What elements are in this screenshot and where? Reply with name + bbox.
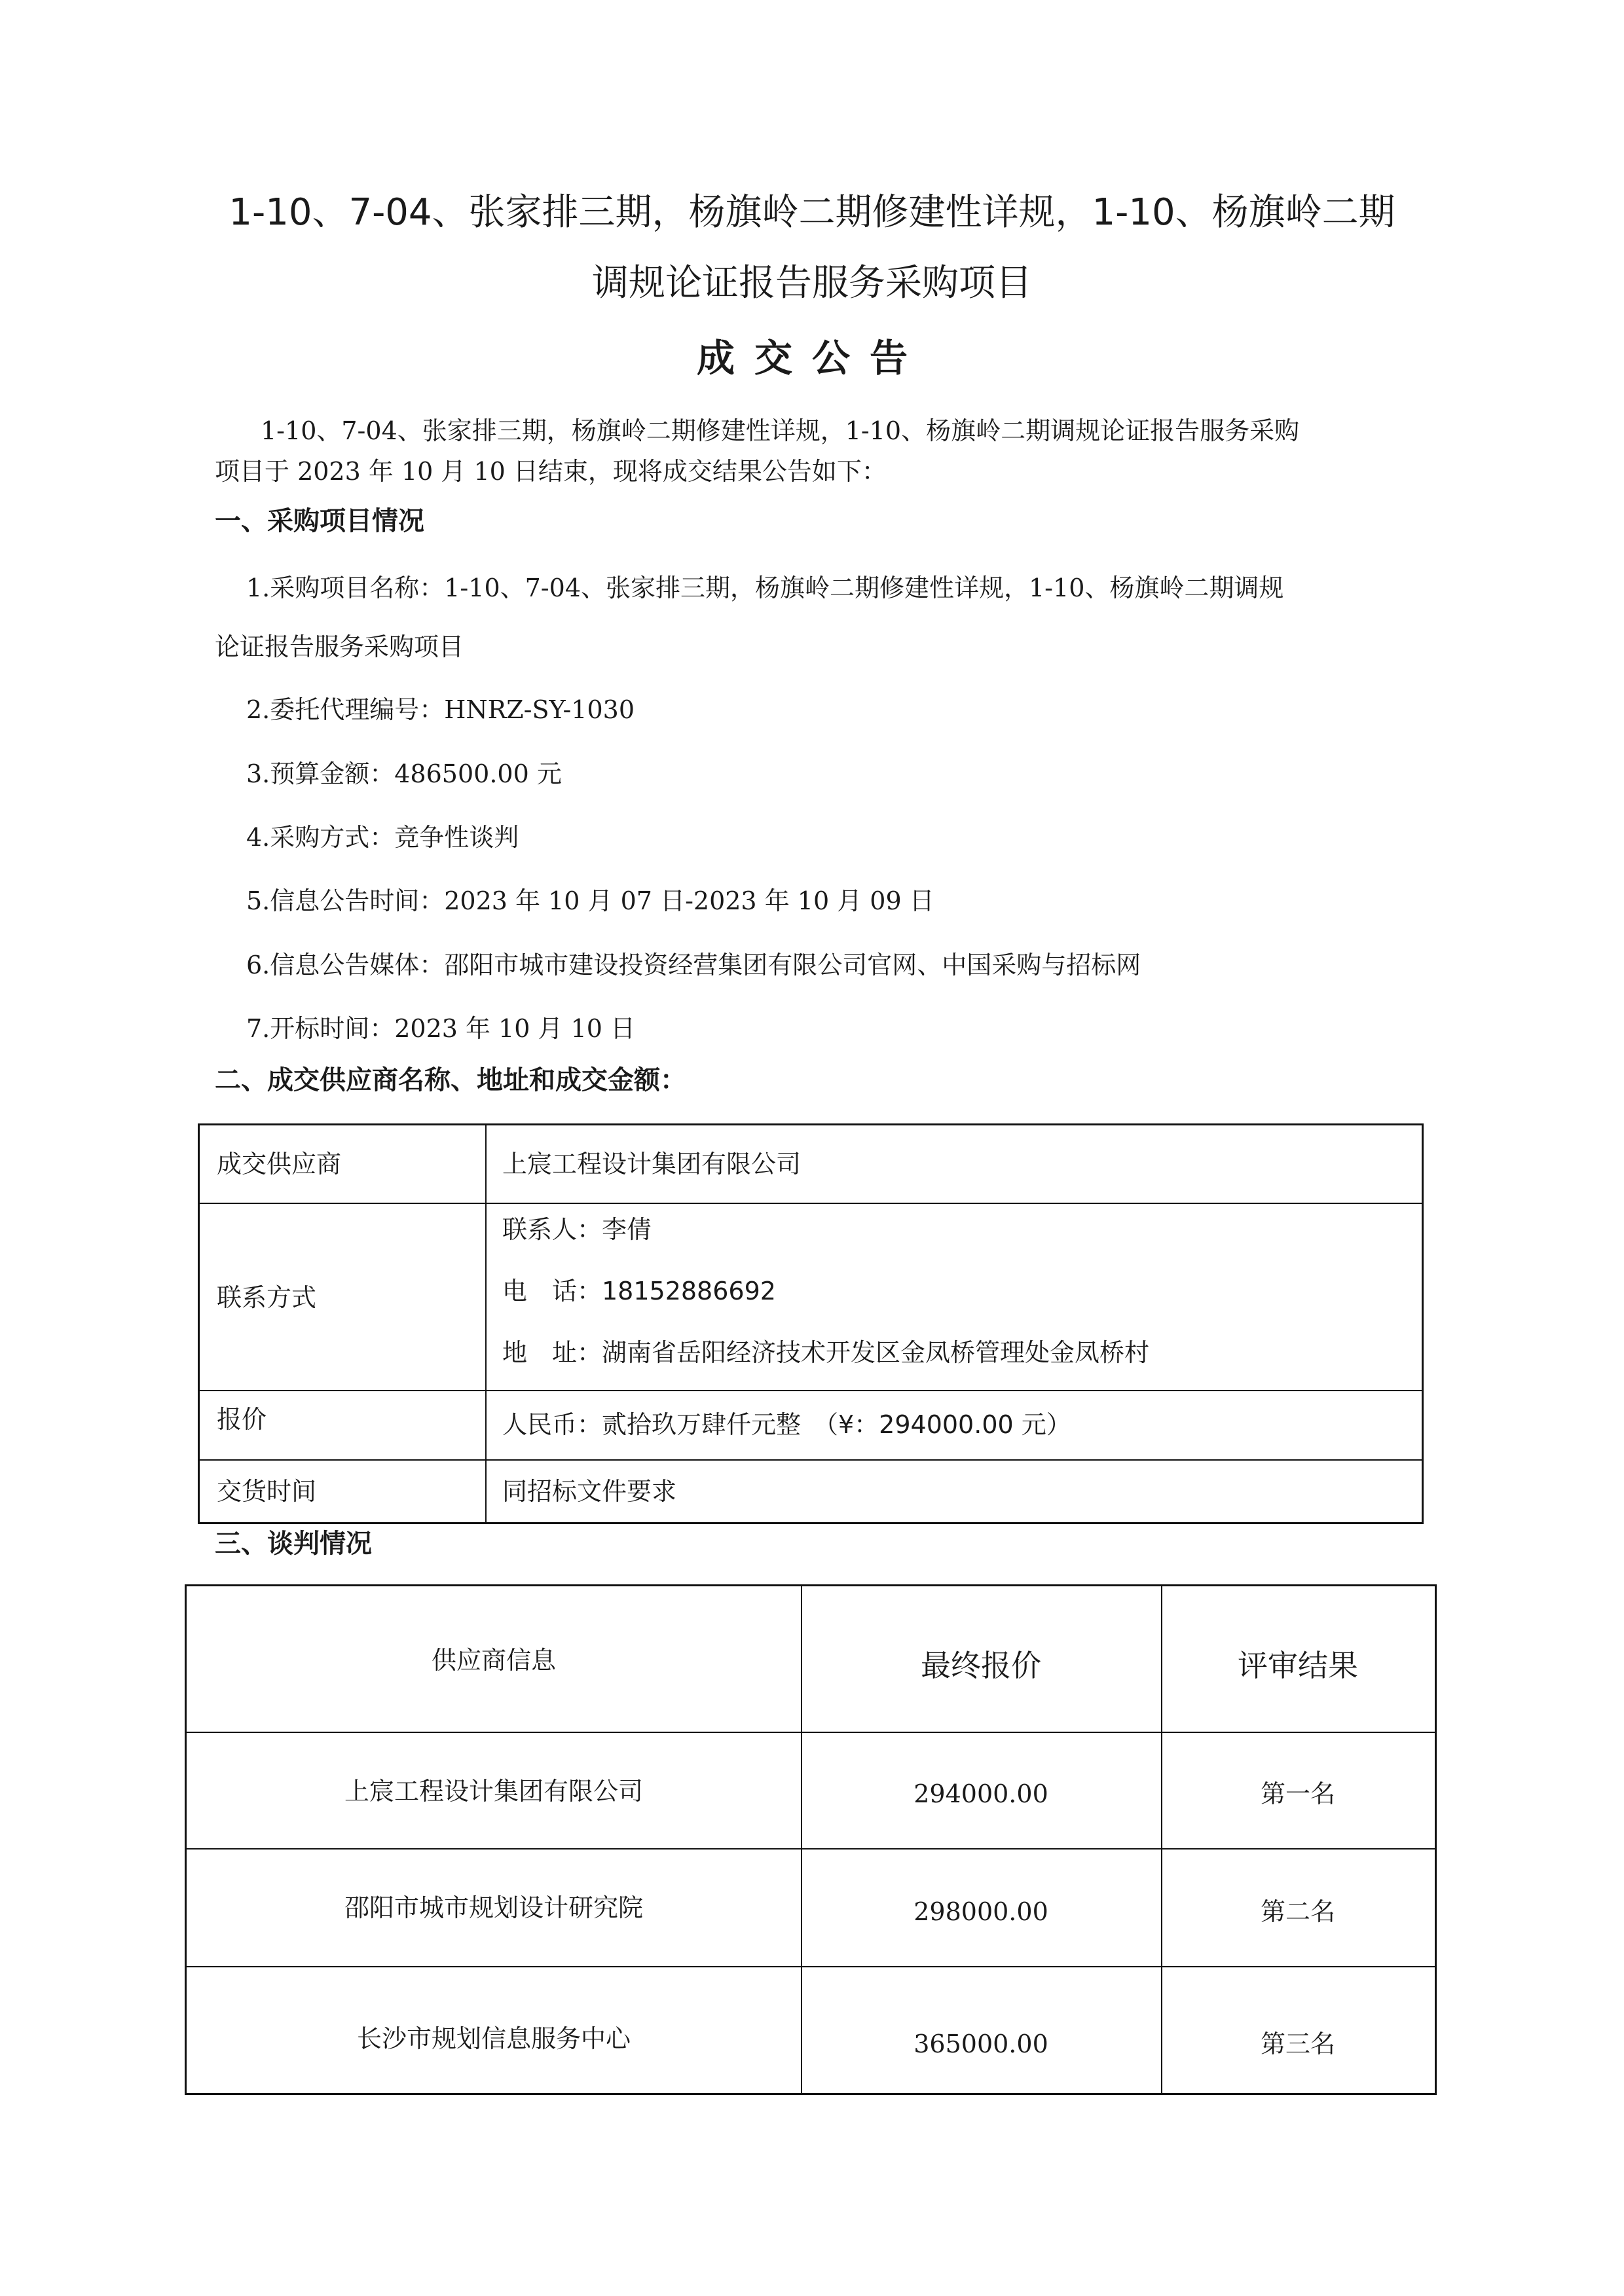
winning-supplier-table [198,1123,1424,1524]
header-supplier-info: 供应商信息 [431,1646,556,1675]
table-divider [200,1390,1422,1391]
item-project-name: 1.采购项目名称：1-10、7-04、张家排三期，杨旗岭二期修建性详规，1-10、杨旗岭二期调规 [246,574,1284,602]
contact-person: 联系人：李倩 [502,1215,652,1244]
row-label-contact: 联系方式 [217,1283,317,1312]
table-divider [187,1732,1435,1733]
section1-heading: 一、采购项目情况 [215,506,424,536]
section3-heading: 三、谈判情况 [215,1529,372,1559]
row-value-supplier: 上宸工程设计集团有限公司 [502,1150,802,1178]
table-divider [485,1125,487,1522]
item-budget: 3.预算金额：486500.00 元 [246,759,562,788]
row1-result: 第一名 [1260,1779,1335,1808]
row3-supplier: 长沙市规划信息服务中心 [356,2024,631,2053]
negotiation-results-table [185,1584,1437,2095]
contact-address: 地 址：湖南省岳阳经济技术开发区金凤桥管理处金凤桥村 [502,1338,1150,1367]
row-label-delivery: 交货时间 [217,1477,317,1506]
document-title-line1: 1-10、7-04、张家排三期，杨旗岭二期修建性详规，1-10、杨旗岭二期 [229,191,1395,234]
header-final-price: 最终报价 [921,1648,1041,1683]
row2-supplier: 邵阳市城市规划设计研究院 [344,1893,643,1922]
row-value-quote: 人民币：贰拾玖万肆仟元整 （¥：294000.00 元） [502,1410,1071,1439]
row-value-delivery: 同招标文件要求 [502,1477,677,1506]
table-divider [187,1966,1435,1967]
item-project-name-cont: 论证报告服务采购项目 [215,632,464,661]
item-agent-number: 2.委托代理编号：HNRZ-SY-1030 [246,695,635,724]
document-title-announcement: 成交公告 [696,336,927,380]
document-title-line2: 调规论证报告服务采购项目 [592,262,1032,304]
row1-price: 294000.00 [913,1779,1048,1808]
row3-price: 365000.00 [913,2030,1048,2058]
intro-paragraph-line2: 项目于 2023 年 10 月 10 日结束，现将成交结果公告如下： [215,457,887,486]
header-review-result: 评审结果 [1238,1648,1358,1683]
item-announcement-media: 6.信息公告媒体：邵阳市城市建设投资经营集团有限公司官网、中国采购与招标网 [246,951,1141,979]
table-divider [187,1848,1435,1850]
item-procurement-method: 4.采购方式：竞争性谈判 [246,823,519,852]
section2-heading: 二、成交供应商名称、地址和成交金额： [215,1065,686,1095]
row-label-quote: 报价 [217,1405,267,1434]
intro-paragraph-line1: 1-10、7-04、张家排三期，杨旗岭二期修建性详规，1-10、杨旗岭二期调规论证报告服务采购 [261,416,1300,445]
row-label-supplier: 成交供应商 [217,1150,342,1178]
item-opening-date: 7.开标时间：2023 年 10 月 10 日 [246,1014,636,1043]
row2-result: 第二名 [1260,1897,1335,1926]
row1-supplier: 上宸工程设计集团有限公司 [344,1777,643,1806]
table-divider [200,1203,1422,1204]
contact-phone: 电 话：18152886692 [502,1277,776,1305]
item-announcement-period: 5.信息公告时间：2023 年 10 月 07 日-2023 年 10 月 09 日 [246,886,934,915]
row3-result: 第三名 [1260,2030,1335,2058]
row2-price: 298000.00 [913,1897,1048,1926]
table-divider [200,1459,1422,1461]
